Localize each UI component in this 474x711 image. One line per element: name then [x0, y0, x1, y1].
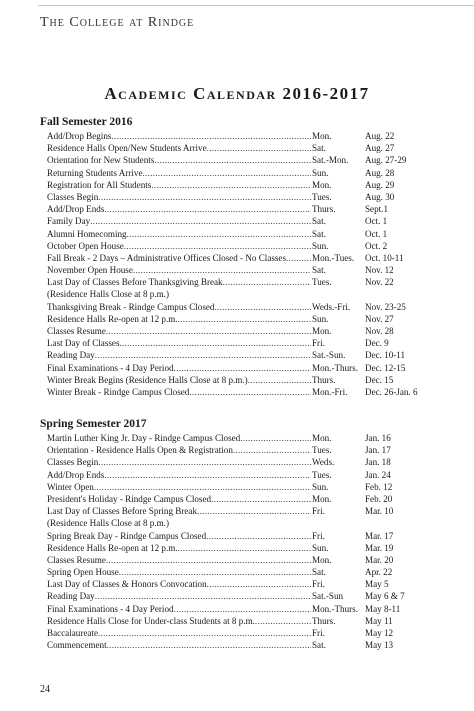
event-day: Fri.	[312, 530, 325, 541]
event-description	[47, 469, 311, 481]
event-description	[47, 154, 311, 166]
event-description	[47, 130, 311, 142]
fall-semester-section	[40, 115, 454, 398]
event-description	[47, 386, 311, 398]
event-date: Mar. 20	[365, 554, 394, 565]
event-day: Tues.	[312, 469, 332, 480]
event-description	[47, 301, 311, 313]
event-description	[47, 252, 311, 264]
event-description	[47, 493, 311, 505]
event-date: Oct. 10-11	[365, 252, 404, 263]
event-day: Sun.	[312, 481, 329, 492]
event-description	[47, 142, 311, 154]
event-description-text: Winter Break - Rindge Campus Closed .....	[47, 387, 311, 397]
calendar-row	[40, 264, 454, 276]
event-day: Sat.	[312, 265, 326, 276]
event-day: Sat.	[312, 228, 326, 239]
event-day: Mon.	[312, 326, 332, 336]
event-date: May 8-11	[365, 603, 401, 614]
event-description-text: Classes Begin .....	[47, 192, 311, 202]
event-description	[47, 191, 311, 203]
event-date: Nov. 28	[365, 326, 394, 336]
calendar-row	[40, 240, 454, 252]
event-day: Weds.-Fri.	[312, 301, 351, 312]
calendar-row	[40, 301, 454, 313]
event-date: Jan. 18	[365, 457, 391, 468]
event-day: Sun.	[312, 542, 329, 553]
event-day: Mon.	[312, 131, 332, 141]
event-date: Oct. 1	[365, 216, 388, 227]
calendar-row	[40, 142, 454, 154]
event-description-text: (Residence Halls Close at 8 p.m.)	[47, 518, 169, 529]
spring-semester-rows	[40, 432, 454, 651]
calendar-row	[40, 179, 454, 191]
event-description-text: Reading Day .....	[47, 350, 311, 360]
event-date: Dec. 10-11	[365, 350, 406, 361]
event-day: Sun.	[312, 167, 329, 178]
event-date: Mar. 19	[365, 542, 394, 553]
event-date: Oct. 1	[365, 228, 388, 239]
calendar-row	[40, 493, 454, 505]
event-date: May 5	[365, 579, 389, 590]
event-day: Tues.	[312, 191, 332, 202]
event-description	[47, 179, 311, 191]
spring-semester-heading: Spring Semester 2017	[40, 418, 147, 430]
event-day: Weds.	[312, 457, 335, 468]
event-day: Sat.-Sun.	[312, 350, 346, 361]
header-rule	[38, 5, 474, 6]
calendar-row	[40, 325, 454, 337]
event-day: Thurs.	[312, 615, 336, 626]
calendar-row	[40, 603, 454, 615]
event-description-text: Add/Drop Ends .....	[47, 470, 311, 480]
calendar-row	[40, 542, 454, 554]
event-date: Aug. 22	[365, 131, 395, 141]
event-description	[47, 615, 311, 627]
event-day: Mon.	[312, 433, 332, 443]
event-description-text: Thanksgiving Break - Rindge Campus Closed .....	[47, 302, 311, 312]
event-description	[47, 313, 311, 325]
calendar-row	[40, 130, 454, 142]
event-date: Aug. 27	[365, 143, 395, 154]
event-description-text: Winter Break Begins (Residence Halls Close at 8 p.m.) .....	[47, 375, 311, 385]
event-description	[47, 167, 311, 179]
event-date: Nov. 22	[365, 277, 394, 288]
event-day: Sun.	[312, 313, 329, 324]
event-day: Fri.	[312, 506, 325, 517]
event-description	[47, 362, 311, 374]
event-day: Sat.-Mon.	[312, 155, 349, 166]
event-description-text: October Open House .....	[47, 241, 311, 251]
event-description	[47, 530, 311, 542]
event-date: May 13	[365, 640, 394, 651]
event-description-text: Final Examinations - 4 Day Period .....	[47, 363, 311, 373]
event-date: Oct. 2	[365, 240, 388, 251]
event-day: Tues.	[312, 277, 332, 288]
calendar-row	[40, 191, 454, 203]
calendar-row	[40, 444, 454, 456]
event-day: Mon.-Tues.	[312, 252, 355, 263]
event-day: Tues.	[312, 445, 332, 456]
event-description	[47, 288, 169, 300]
calendar-row	[40, 481, 454, 493]
event-description	[47, 578, 311, 590]
event-date: Nov. 23-25	[365, 301, 406, 312]
event-description	[47, 215, 311, 227]
event-date: Feb. 20	[365, 493, 393, 504]
calendar-row	[40, 432, 454, 444]
event-description-text: Returning Students Arrive .....	[47, 168, 311, 178]
event-description-text: Winter Open .....	[47, 482, 311, 492]
calendar-row	[40, 374, 454, 386]
event-description-text: Orientation - Residence Halls Open & Registration .....	[47, 445, 311, 455]
event-date: Dec. 15	[365, 374, 394, 385]
calendar-row	[40, 313, 454, 325]
event-description	[47, 432, 311, 444]
event-description	[47, 456, 311, 468]
calendar-row	[40, 456, 454, 468]
event-date: Aug. 27-29	[365, 155, 407, 166]
event-description-text: Residence Halls Re-open at 12 p.m. .....	[47, 543, 311, 553]
event-description-text: Baccalaureate .....	[47, 628, 311, 638]
calendar-row	[40, 362, 454, 374]
event-description	[47, 505, 311, 517]
event-description-text: Add/Drop Ends .....	[47, 204, 311, 214]
page-title: Academic Calendar 2016-2017	[104, 84, 370, 103]
event-description-text: Classes Begin .....	[47, 457, 311, 467]
event-description-text: Fall Break - 2 Days – Administrative Offices Closed - No Classes .....	[47, 253, 311, 263]
event-description-text: Residence Halls Open/New Students Arrive .....	[47, 143, 311, 153]
event-day: Sat.-Sun	[312, 591, 344, 602]
event-date: Feb. 12	[365, 481, 393, 492]
event-day: Mon.-Fri.	[312, 386, 348, 397]
event-description	[47, 240, 311, 252]
calendar-row	[40, 337, 454, 349]
event-day: Sat.	[312, 216, 326, 227]
event-date: Aug. 29	[365, 179, 395, 190]
event-description-text: Registration for All Students .....	[47, 180, 311, 190]
event-date: Jan. 17	[365, 445, 391, 456]
event-description-text: Last Day of Classes Before Spring Break .....	[47, 506, 311, 516]
event-description-text: Classes Resume .....	[47, 326, 311, 336]
event-description-text: Last Day of Classes Before Thanksgiving Break .....	[47, 277, 311, 287]
event-description-text: Final Examinations - 4 Day Period .....	[47, 604, 311, 614]
event-day: Mon.	[312, 179, 332, 190]
event-date: Dec. 12-15	[365, 362, 406, 373]
event-date: May 6 & 7	[365, 591, 405, 602]
event-description	[47, 566, 311, 578]
event-day: Fri.	[312, 628, 325, 638]
event-date: Dec. 9	[365, 338, 389, 349]
event-date: Sept.1	[365, 204, 388, 215]
event-description-text: Classes Resume .....	[47, 555, 311, 565]
calendar-row	[40, 167, 454, 179]
event-day: Sat.	[312, 567, 326, 578]
event-description-text: Residence Halls Close for Under-class Students at 8 p.m. .....	[47, 616, 311, 626]
event-description-text: Family Day .....	[47, 216, 311, 226]
running-head: The College at Rindge	[40, 15, 195, 30]
event-day: Sat.	[312, 640, 326, 651]
calendar-row	[40, 590, 454, 602]
calendar-row	[40, 554, 454, 566]
calendar-row	[40, 505, 454, 517]
event-description	[47, 444, 311, 456]
event-day: Thurs.	[312, 374, 336, 385]
event-description-text: Last Day of Classes .....	[47, 338, 311, 348]
event-date: Nov. 27	[365, 313, 394, 324]
event-day: Mon.-Thurs.	[312, 362, 358, 373]
calendar-row	[40, 288, 454, 300]
fall-semester-heading: Fall Semester 2016	[40, 116, 133, 128]
event-description	[47, 517, 169, 529]
calendar-row	[40, 203, 454, 215]
spring-semester-section	[40, 417, 454, 651]
event-date: Apr. 22	[365, 567, 393, 578]
event-description	[47, 481, 311, 493]
event-date: Mar. 17	[365, 530, 394, 541]
event-description-text: President's Holiday - Rindge Campus Closed .....	[47, 494, 311, 504]
calendar-row	[40, 615, 454, 627]
calendar-row	[40, 252, 454, 264]
calendar-row	[40, 469, 454, 481]
event-day: Mon.-Thurs.	[312, 603, 358, 614]
event-description-text: Martin Luther King Jr. Day - Rindge Campus Closed .....	[47, 433, 311, 443]
event-description-text: Spring Open House .....	[47, 567, 311, 577]
calendar-row	[40, 228, 454, 240]
calendar-row	[40, 215, 454, 227]
event-description	[47, 603, 311, 615]
calendar-row	[40, 530, 454, 542]
event-day: Thurs.	[312, 204, 336, 215]
event-description-text: Residence Halls Re-open at 12 p.m. .....	[47, 314, 311, 324]
event-day: Mon.	[312, 493, 332, 504]
fall-semester-rows	[40, 130, 454, 398]
event-description-text: November Open House .....	[47, 265, 311, 275]
event-date: Aug. 28	[365, 167, 395, 178]
event-description	[47, 276, 311, 288]
event-date: Aug. 30	[365, 191, 395, 202]
event-description	[47, 554, 311, 566]
event-description	[47, 325, 311, 337]
event-description	[47, 590, 311, 602]
event-description-text: (Residence Halls Close at 8 p.m.)	[47, 289, 169, 300]
event-description-text: Reading Day .....	[47, 591, 311, 601]
event-date: May 11	[365, 615, 393, 626]
calendar-row	[40, 349, 454, 361]
calendar-row	[40, 517, 454, 529]
event-description-text: Add/Drop Begins .....	[47, 131, 311, 141]
calendar-row	[40, 639, 454, 651]
event-description	[47, 203, 311, 215]
event-day: Fri.	[312, 338, 325, 349]
event-description-text: Orientation for New Students .....	[47, 155, 311, 165]
event-date: Mar. 10	[365, 506, 394, 517]
calendar-row	[40, 627, 454, 639]
event-description-text: Alumni Homecoming .....	[47, 229, 311, 239]
event-day: Fri.	[312, 579, 325, 590]
calendar-row	[40, 578, 454, 590]
event-day: Sat.	[312, 143, 326, 154]
event-description-text: Spring Break Day - Rindge Campus Closed .....	[47, 531, 311, 541]
event-date: Jan. 24	[365, 469, 391, 480]
page-number: 24	[40, 684, 50, 695]
event-date: Jan. 16	[365, 433, 391, 443]
event-day: Mon.	[312, 554, 332, 565]
event-description	[47, 639, 311, 651]
calendar-row	[40, 276, 454, 288]
event-description	[47, 374, 311, 386]
event-description	[47, 337, 311, 349]
calendar-row	[40, 566, 454, 578]
event-day: Sun.	[312, 240, 329, 251]
event-description-text: Last Day of Classes & Honors Convocation .....	[47, 579, 311, 589]
event-date: May 12	[365, 628, 394, 638]
calendar-row	[40, 386, 454, 398]
event-date: Nov. 12	[365, 265, 394, 276]
event-date: Dec. 26-Jan. 6	[365, 386, 418, 397]
event-description	[47, 627, 311, 639]
calendar-row	[40, 154, 454, 166]
event-description	[47, 349, 311, 361]
event-description	[47, 264, 311, 276]
event-description	[47, 228, 311, 240]
event-description	[47, 542, 311, 554]
event-description-text: Commencement .....	[47, 640, 311, 650]
